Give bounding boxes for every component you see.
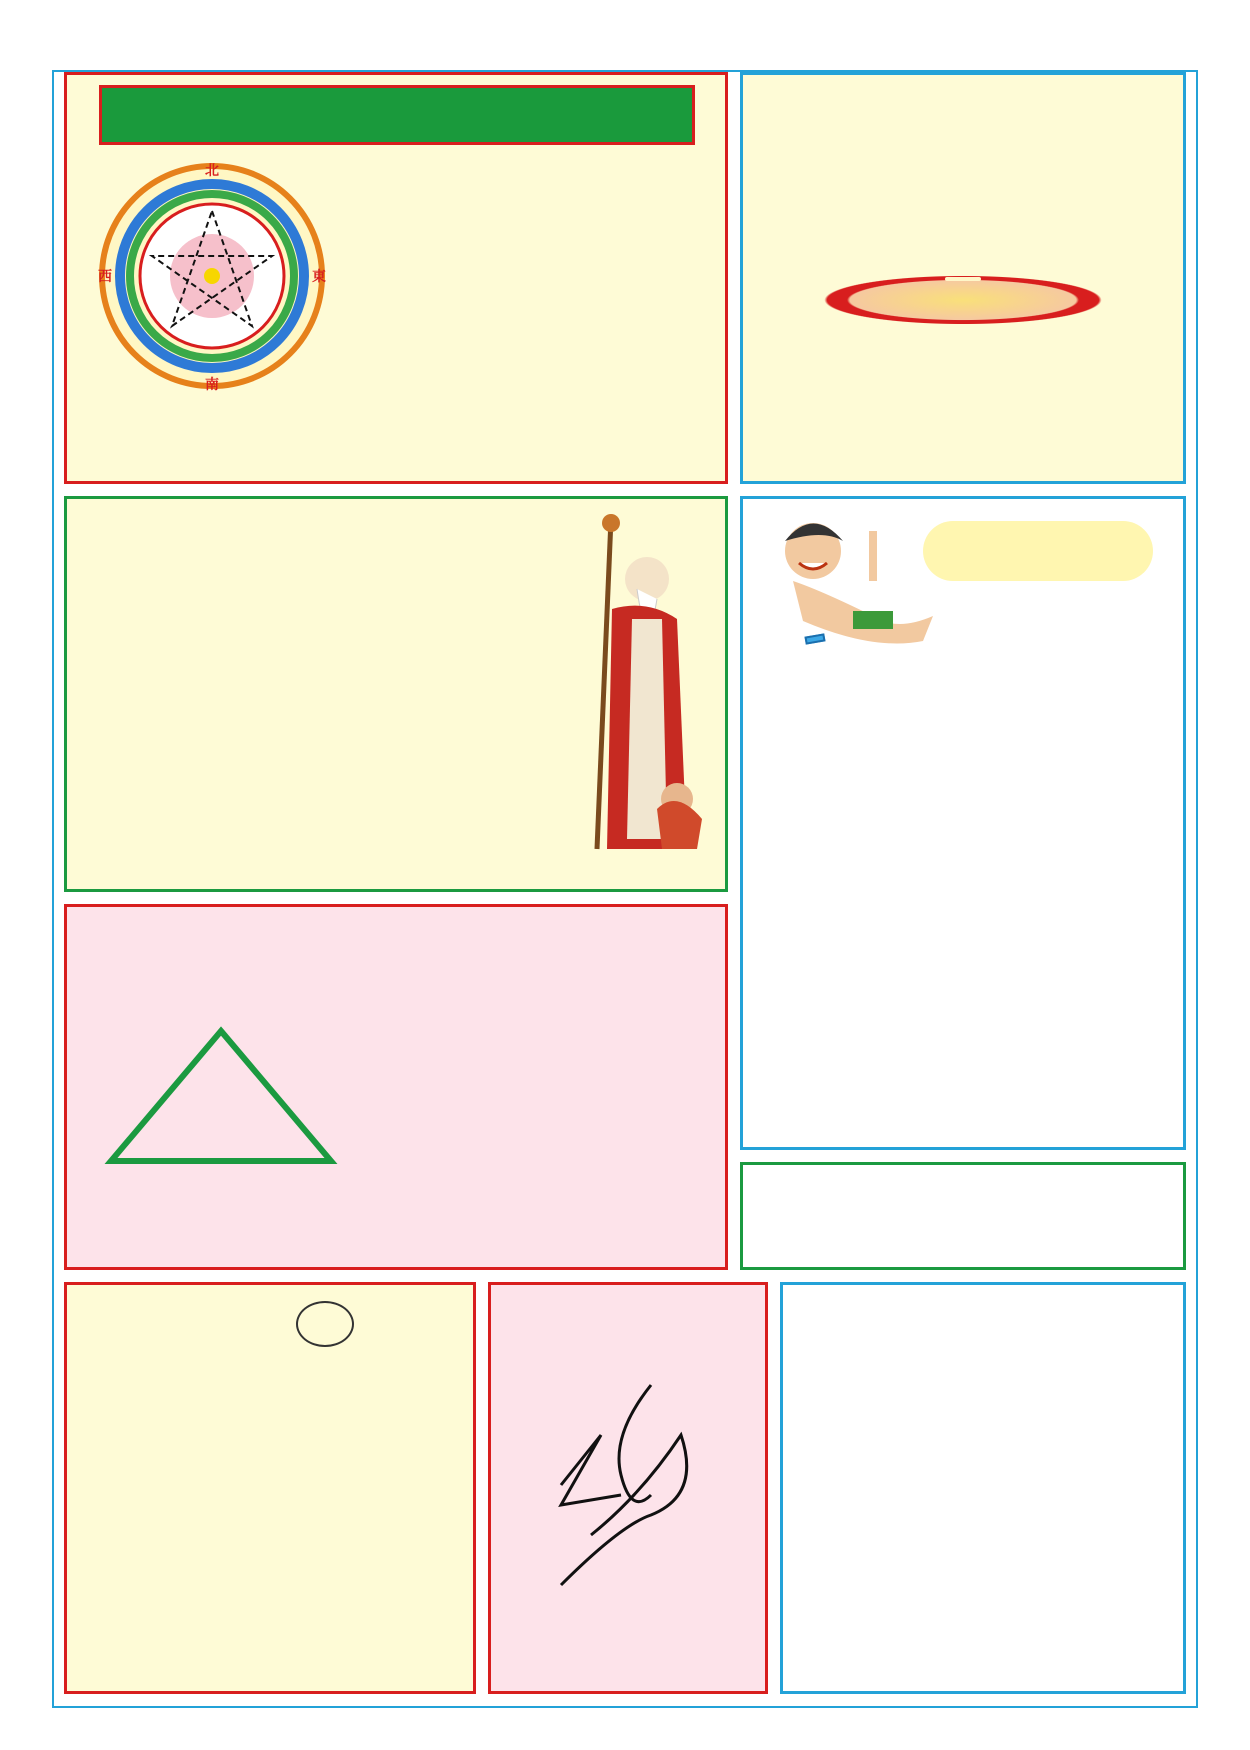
compass-north: 北 bbox=[205, 163, 219, 179]
compass-west: 西 bbox=[98, 269, 112, 285]
wong-tai-sin-panel bbox=[64, 496, 728, 892]
wong-tai-sin-illustration bbox=[527, 509, 727, 889]
compass-east: 東 bbox=[312, 269, 326, 285]
special-panel bbox=[64, 1282, 476, 1694]
bottom-brand-bar bbox=[0, 1708, 1250, 1750]
top-brand-bar bbox=[0, 0, 1250, 70]
zeng-guide-banner bbox=[99, 85, 695, 145]
poem-banner bbox=[763, 265, 1163, 335]
compass-diagram bbox=[97, 161, 327, 391]
humor-illustration bbox=[763, 511, 943, 661]
left-brand-bar bbox=[0, 0, 52, 1750]
poem-banner-text bbox=[945, 277, 981, 281]
zeng-guide-panel bbox=[64, 72, 728, 484]
humor-title-box bbox=[923, 521, 1153, 581]
humor-panel bbox=[740, 496, 1186, 1150]
mystery-panel bbox=[488, 1282, 768, 1694]
right-brand-bar bbox=[1198, 0, 1250, 1750]
special-number bbox=[293, 1301, 357, 1351]
wong-tai-sin-columns bbox=[107, 579, 527, 879]
zeng-god-panel bbox=[780, 1282, 1186, 1694]
zeng-calc-triangle bbox=[91, 1011, 351, 1181]
mystery-scribble bbox=[531, 1375, 731, 1595]
prediction-panel bbox=[740, 72, 1186, 484]
notice-panel bbox=[740, 1162, 1186, 1270]
zeng-calc-panel bbox=[64, 904, 728, 1270]
compass-south: 南 bbox=[205, 377, 219, 391]
